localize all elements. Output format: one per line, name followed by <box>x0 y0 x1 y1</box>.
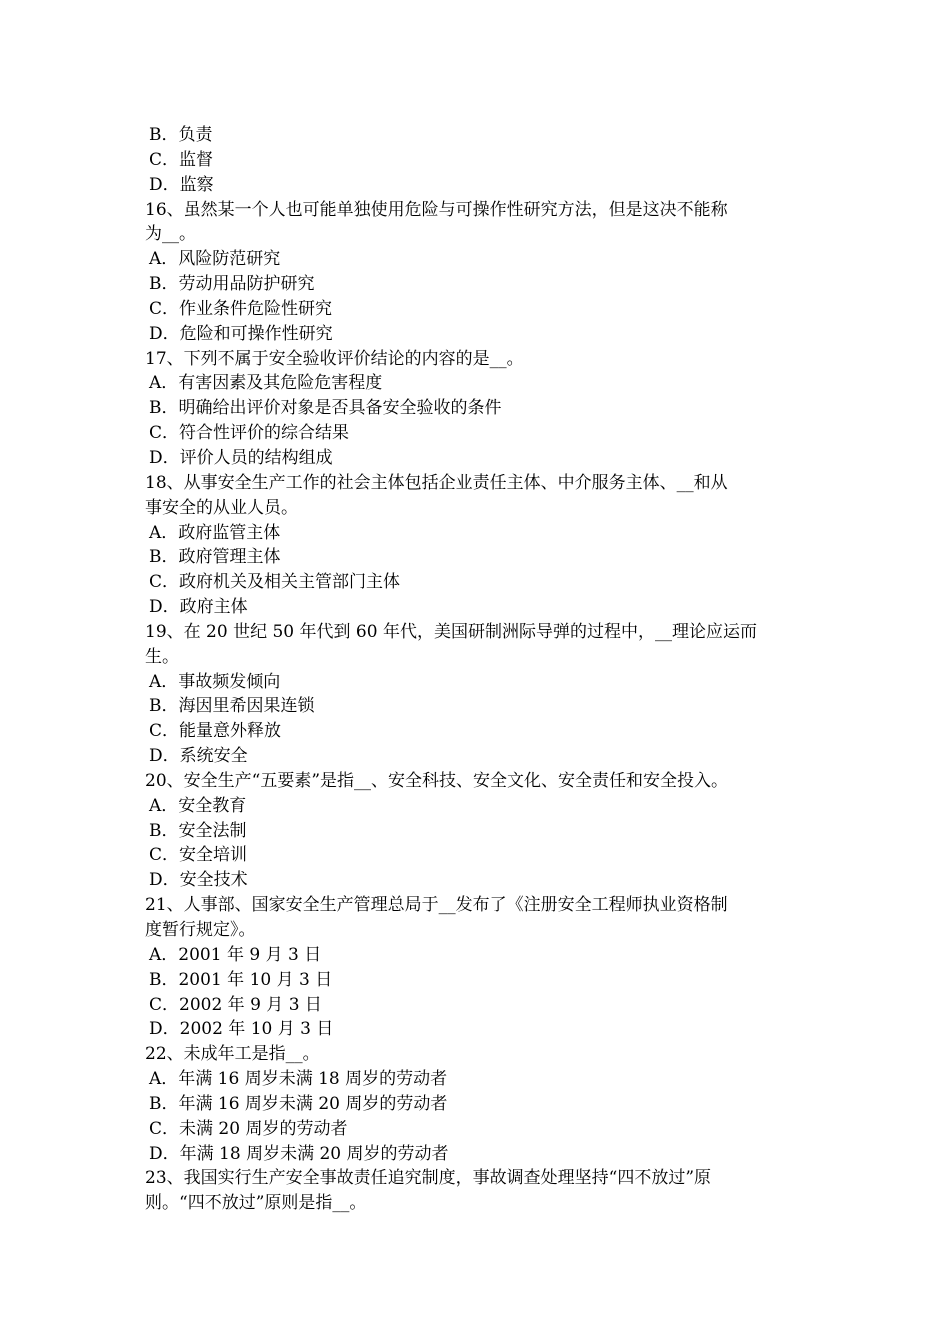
question-16 <box>145 198 810 347</box>
question-text-line: 18、从事安全生产工作的社会主体包括企业责任主体、中介服务主体、__和从 <box>145 472 728 493</box>
question-23 <box>145 1166 810 1216</box>
document-body <box>145 123 810 1216</box>
option-a: A．风险防范研究 <box>149 249 281 270</box>
option-a: A．政府监管主体 <box>149 522 281 543</box>
question-17 <box>145 347 810 471</box>
option-d: D．年满 18 周岁未满 20 周岁的劳动者 <box>149 1143 449 1164</box>
question-text-line: 为__。 <box>145 224 196 245</box>
question-text-line: 事安全的从业人员。 <box>145 497 298 518</box>
question-text-line: 23、我国实行生产安全事故责任追究制度，事故调查处理坚持“四不放过”原 <box>145 1168 712 1189</box>
question-text-line: 21、人事部、国家安全生产管理总局于__发布了《注册安全工程师执业资格制 <box>145 895 728 916</box>
option-b: B．安全法制 <box>149 820 247 841</box>
question-text-line: 度暂行规定》。 <box>145 920 256 940</box>
lead-options <box>145 123 810 198</box>
option-d: D．安全技术 <box>149 870 248 891</box>
question-text-line: 则。“四不放过”原则是指__。 <box>145 1193 367 1214</box>
question-22 <box>145 1042 810 1166</box>
question-text-line: 16、虽然某一个人也可能单独使用危险与可操作性研究方法，但是这决不能称 <box>145 199 728 220</box>
option-a: A．有害因素及其危险危害程度 <box>149 373 383 394</box>
option-c: C．未满 20 周岁的劳动者 <box>149 1118 348 1139</box>
option-c: C．符合性评价的综合结果 <box>149 423 350 444</box>
option-c: C．作业条件危险性研究 <box>149 298 333 319</box>
question-18 <box>145 471 810 620</box>
option-a: A．安全教育 <box>149 795 247 816</box>
question-21 <box>145 893 810 1042</box>
option-a: A．年满 16 周岁未满 18 周岁的劳动者 <box>149 1069 448 1090</box>
question-text-line: 22、未成年工是指__。 <box>145 1044 320 1065</box>
option-d: D．评价人员的结构组成 <box>149 447 333 468</box>
option-a: A．事故频发倾向 <box>149 671 281 692</box>
option-b: B．2001 年 10 月 3 日 <box>149 969 333 990</box>
option-b: B．明确给出评价对象是否具备安全验收的条件 <box>149 398 502 419</box>
question-text-line: 17、下列不属于安全验收评价结论的内容的是__。 <box>145 348 524 369</box>
question-19 <box>145 620 810 769</box>
option-b: B．劳动用品防护研究 <box>149 274 315 295</box>
question-text-line: 生。 <box>145 646 179 667</box>
option-c: C．安全培训 <box>149 845 248 866</box>
option-d: D．政府主体 <box>149 597 248 618</box>
option-b: B．负责 <box>149 125 213 145</box>
option-d: D．2002 年 10 月 3 日 <box>149 1019 334 1040</box>
option-c: C．监督 <box>149 149 214 170</box>
question-text-line: 19、在 20 世纪 50 年代到 60 年代，美国研制洲际导弹的过程中，__理论应运而 <box>145 621 757 642</box>
option-b: B．海因里希因果连锁 <box>149 696 315 717</box>
question-text-line: 20、安全生产“五要素”是指__、安全科技、安全文化、安全责任和安全投入。 <box>145 770 729 791</box>
option-d: D．系统安全 <box>149 746 248 767</box>
option-d: D．危险和可操作性研究 <box>149 323 333 344</box>
option-c: C．2002 年 9 月 3 日 <box>149 994 322 1015</box>
question-20 <box>145 769 810 893</box>
option-c: C．政府机关及相关主管部门主体 <box>149 572 401 593</box>
option-c: C．能量意外释放 <box>149 721 282 742</box>
option-d: D．监察 <box>149 174 214 195</box>
option-a: A．2001 年 9 月 3 日 <box>149 944 322 965</box>
option-b: B．年满 16 周岁未满 20 周岁的劳动者 <box>149 1093 448 1114</box>
option-b: B．政府管理主体 <box>149 547 281 568</box>
